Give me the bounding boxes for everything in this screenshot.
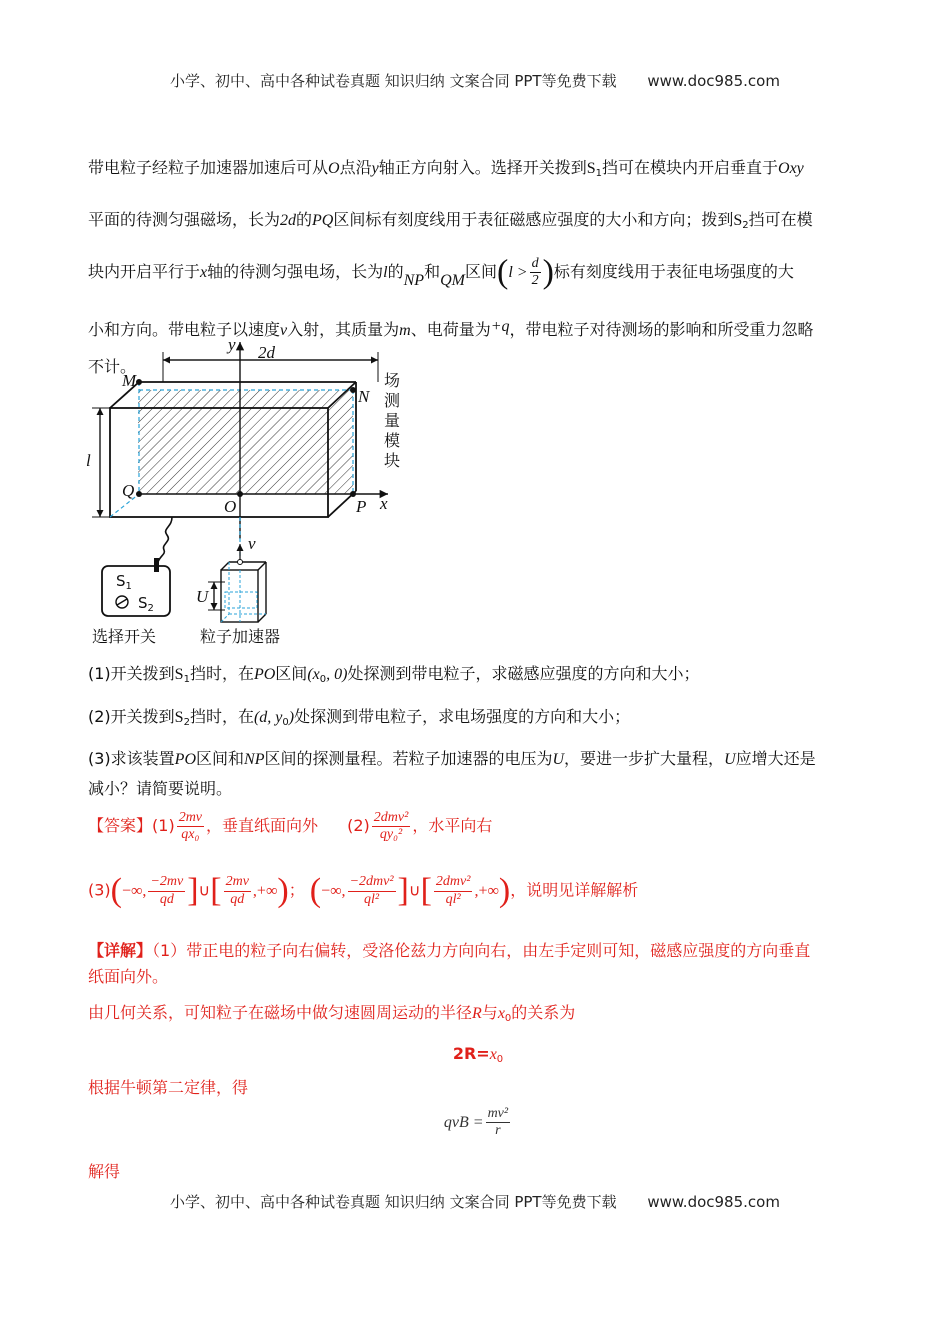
header-text: 小学、初中、高中各种试卷真题 知识归纳 文案合同 PPT等免费下载	[170, 72, 617, 90]
label-O: O	[224, 497, 237, 516]
question-3: (3)求该装置PO区间和NP区间的探测量程。若粒子加速器的电压为U，要进一步扩大量程，U应增大还是 减小？请简要说明。	[88, 749, 816, 798]
svg-text:S2: $S_2$	[138, 594, 154, 614]
width-label: 2d	[258, 343, 275, 362]
point-Q	[136, 491, 142, 497]
particle-accelerator	[208, 544, 266, 622]
switch-caption: 选择开关	[92, 627, 157, 646]
x-label: x	[380, 494, 388, 513]
U-label: U	[196, 587, 209, 606]
page-footer	[0, 1191, 950, 1212]
label-P: P	[356, 497, 367, 516]
footer-site: www.doc985.com	[647, 1193, 780, 1211]
selector-switch	[102, 566, 170, 616]
page-header	[0, 70, 950, 91]
apparatus-diagram	[88, 334, 418, 654]
svg-text:块: 块	[384, 451, 401, 470]
header-site: www.doc985.com	[647, 72, 780, 90]
v-label: v	[248, 534, 256, 553]
answer-line-3: (3)(−∞, $\frac{-2mv}{qd}$ ]∪[ $\frac{2mv}{qd}$ ,+∞)； (−∞, $\frac{\text{−2dmv²}}{\text{ql²}}$ ]∪[ $\frac{\text{2dmv²}}{\text{ql²}}$ ,+∞)，说明见详解解析	[88, 872, 639, 909]
switch-wire	[158, 517, 172, 562]
label-Q: Q	[122, 481, 135, 500]
y-label: y	[228, 335, 236, 354]
question-1: (1)开关拨到$S_1$挡时，在PO区间($x_0$, 0)处探测到带电粒子，求磁感应强度的方向和大小；	[88, 664, 700, 685]
detail-para-2: 由几何关系，可知粒子在磁场中做匀速圆周运动的半径R与$x_0$的关系为	[88, 1003, 576, 1024]
svg-text:模: 模	[384, 431, 401, 450]
height-label: l	[86, 451, 91, 470]
label-N: N	[358, 387, 370, 406]
question-2: (2)开关拨到$S_2$挡时，在(d, $y_0$)处探测到带电粒子，求电场强度的方向和大小；	[88, 707, 631, 728]
point-M	[136, 379, 142, 385]
footer-text: 小学、初中、高中各种试卷真题 知识归纳 文案合同 PPT等免费下载	[170, 1193, 617, 1211]
svg-text:测: 测	[384, 391, 401, 410]
svg-text:场: 场	[384, 371, 401, 390]
equation-1: $2R=x_0$	[452, 1044, 504, 1065]
detail-para-1: 【详解】（1）带正电的粒子向右偏转，受洛伦兹力方向向右，由左手定则可知，磁感应强度的方向垂直 纸面向外。	[88, 941, 811, 986]
svg-text:量: 量	[384, 411, 401, 430]
field-region	[138, 390, 353, 494]
label-M: M	[122, 371, 137, 390]
point-N	[350, 387, 356, 393]
answer-label: 【答案】	[88, 816, 153, 836]
answer-line-1: 【答案】(1) $\frac{2mv}{\text{qx₀}}$ ，垂直纸面向外 (2) $\frac{\text{2dmv²}}{\text{qy₀²}}$ ，水平向右	[88, 810, 493, 843]
detail-para-3: 根据牛顿第二定律，得	[88, 1078, 249, 1097]
problem-intro: 带电粒子经粒子加速器加速后可从O点沿y轴正方向射入。选择开关拨到$S_1$挡可在模块内开启垂直于Oxy 平面的待测匀强磁场，长为2d的PQ区间标有刻度线用于表征磁感应强度的大小和方向；拨到$S_2$挡可在模 块内开启平行于x轴的待测匀强电场，长为l的NP和QM区间(l > $\frac{d}{2}$ )标有刻度线用于表征电场强度的大 小和方向。带电粒子以速度v入射，其质量为m、电荷量为+q，带电粒子对待测场的影响和所受重力忽略 不计。	[88, 158, 814, 376]
equation-2: qvB = $\frac{\text{mv²}}{r}$	[443, 1106, 509, 1139]
module-label	[384, 371, 400, 470]
point-O	[237, 491, 243, 497]
accelerator-caption: 粒子加速器	[200, 627, 281, 646]
svg-text:S1: $S_1$	[116, 572, 132, 592]
detail-para-4: 解得	[88, 1162, 121, 1181]
